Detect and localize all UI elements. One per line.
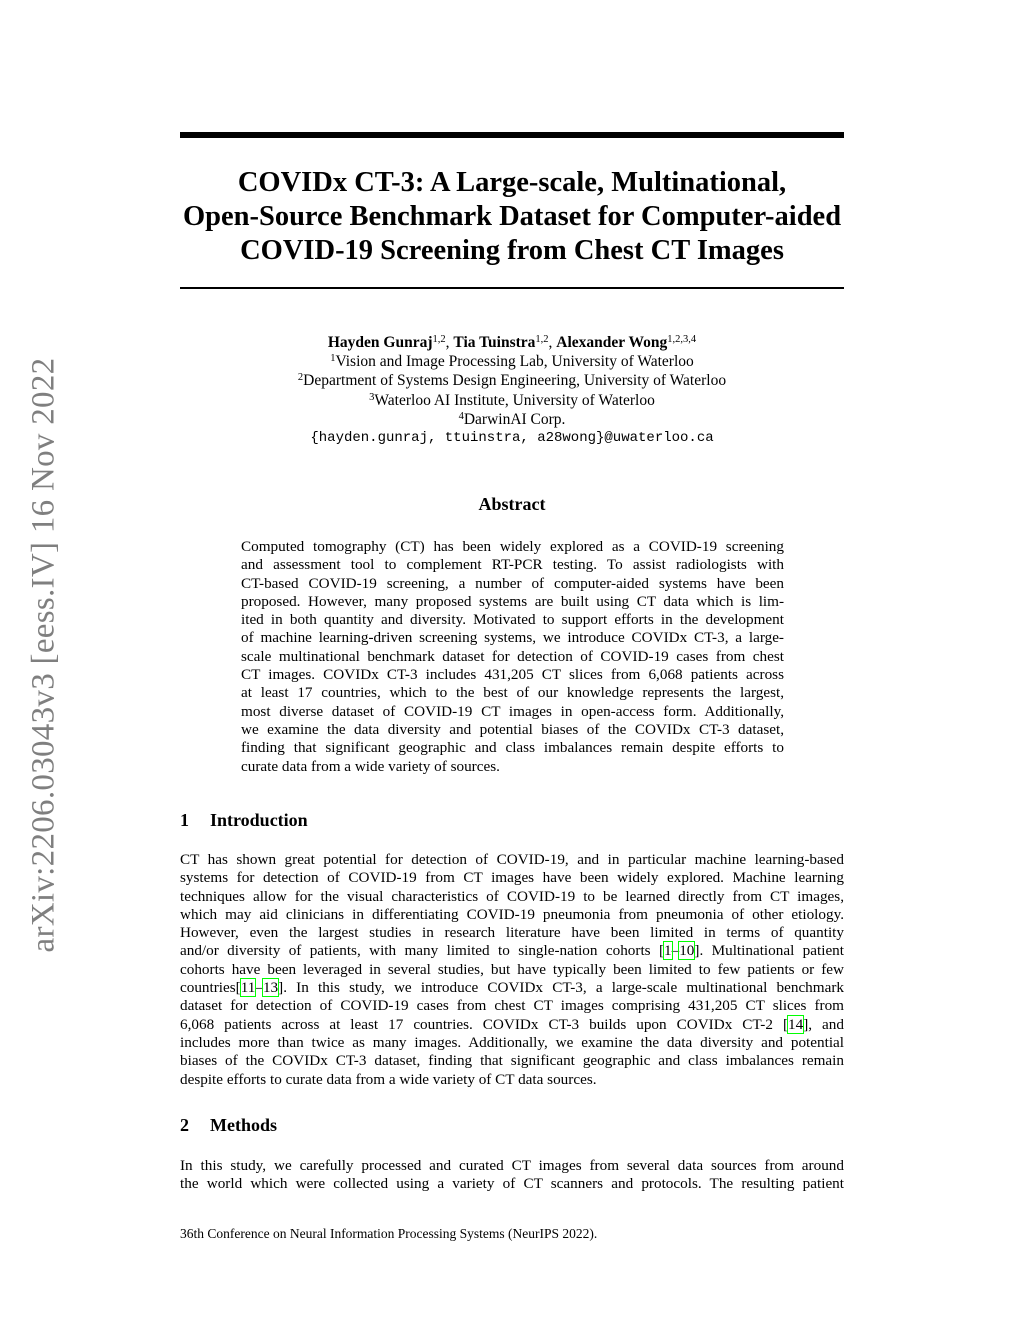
intro-text: ]. Multinational patient	[694, 942, 844, 960]
affiliation-text: DarwinAI Corp.	[463, 410, 566, 428]
title-line-3: COVID-19 Screening from Chest CT Images	[240, 235, 784, 266]
affiliation-text: Waterloo AI Institute, University of Waterloo	[374, 391, 655, 409]
intro-line	[180, 961, 844, 979]
citation-link[interactable]: 1	[664, 942, 672, 960]
section-number: 1	[180, 810, 189, 830]
abstract-line: CT-based COVID-19 screening, a number of computer-aided systems have been	[241, 574, 784, 592]
affiliation-line	[180, 391, 844, 410]
citation-link[interactable]: 11	[240, 979, 256, 997]
affiliation-line	[180, 410, 844, 429]
authors-block	[180, 333, 844, 448]
intro-line	[180, 942, 844, 960]
intro-text: However, even the largest studies in research literature have been limited in terms of quantity	[180, 924, 844, 942]
abstract-line: curate data from a wide variety of sources.	[241, 757, 500, 775]
affiliation-text: Vision and Image Processing Lab, University of Waterloo	[335, 353, 694, 371]
intro-line	[180, 979, 844, 997]
intro-line	[180, 906, 844, 924]
affiliation-text: Department of Systems Design Engineering, University of Waterloo	[303, 372, 727, 390]
abstract-line: and assessment tool to complement RT-PCR testing. To assist radiologists with	[241, 556, 784, 574]
abstract-line: Computed tomography (CT) has been widely explored as a COVID-19 screening	[241, 538, 784, 555]
intro-text: despite efforts to curate data from a wide variety of CT data sources.	[180, 1070, 597, 1088]
author-name: Tia Tuinstra	[453, 334, 536, 351]
abstract-body	[241, 538, 784, 776]
methods-line: In this study, we carefully processed and curated CT images from several data sources from around	[180, 1157, 844, 1174]
intro-text: 6,068 patients across at least 17 countries. COVIDx CT-3 builds upon COVIDx CT-2 [	[180, 1015, 789, 1033]
section-heading-methods	[180, 1115, 277, 1136]
intro-text: –	[671, 942, 680, 960]
introduction-body	[180, 851, 844, 1089]
conference-footnote: 36th Conference on Neural Information Processing Systems (NeurIPS 2022).	[180, 1226, 598, 1241]
author-affiliation-sup: 1,2,3,4	[667, 334, 697, 345]
intro-text: which may aid clinicians in differentiating COVID-19 pneumonia from pneumonia of other etiology.	[180, 905, 844, 923]
paper-title	[180, 166, 844, 268]
citation-link[interactable]: 13	[262, 979, 279, 997]
affiliation-line	[180, 352, 844, 371]
section-number: 2	[180, 1115, 189, 1135]
intro-text: and/or diversity of patients, with many limited to single-nation cohorts [	[180, 942, 665, 960]
abstract-line: most diverse dataset of COVID-19 CT images in open-access form. Additionally,	[241, 702, 784, 720]
intro-line	[180, 1071, 844, 1089]
arxiv-identifier-stamp: arXiv:2206.03043v3 [eess.IV] 16 Nov 2022	[25, 357, 62, 953]
title-line-2: Open-Source Benchmark Dataset for Computer-aided	[182, 201, 842, 232]
abstract-line: proposed. However, many proposed systems are built using CT data which is lim-	[241, 592, 784, 610]
intro-text: biases of the COVIDx CT-3 dataset, finding that significant geographic and class imbalances remain	[180, 1052, 844, 1070]
affiliation-line	[180, 371, 844, 390]
abstract-line: we examine the data diversity and potential biases of the COVIDx CT-3 dataset,	[241, 720, 784, 738]
intro-text: includes more than twice as many images. Additionally, we examine the data diversity and potential	[180, 1033, 844, 1051]
intro-text: ]. In this study, we introduce COVIDx CT-3, a large-scale multinational benchmark	[278, 979, 844, 997]
intro-line	[180, 869, 844, 887]
affiliation-sup: 3	[369, 391, 375, 403]
section-title: Introduction	[210, 810, 308, 830]
abstract-heading: Abstract	[478, 494, 546, 514]
author-affiliation-sup: 1,2	[432, 334, 446, 345]
intro-line	[180, 888, 844, 906]
citation-link[interactable]: 14	[788, 1015, 804, 1033]
title-line-1: COVIDx CT-3: A Large-scale, Multinational,	[237, 167, 787, 198]
author-name: Hayden Gunraj	[327, 334, 433, 351]
intro-line	[180, 1016, 844, 1034]
author-emails: {hayden.gunraj, ttuinstra, a28wong}@uwaterloo.ca	[310, 430, 714, 447]
intro-text: ], and	[803, 1015, 844, 1033]
abstract-line: at least 17 countries, which to the best of our knowledge represents the largest,	[241, 684, 784, 702]
intro-text: systems for detection of COVID-19 from CT images have been widely explored. Machine learning	[180, 869, 844, 887]
abstract-line: scale multinational benchmark dataset for detection of COVID-19 cases from chest	[241, 647, 784, 665]
affiliation-sup: 4	[458, 410, 464, 422]
citation-link[interactable]: 10	[679, 942, 695, 960]
intro-line	[180, 851, 844, 869]
title-top-rule	[180, 132, 844, 138]
affiliation-sup: 2	[297, 372, 304, 384]
section-title: Methods	[210, 1115, 277, 1135]
intro-text: countries[	[180, 979, 241, 997]
intro-text: techniques allow for the visual characteristics of COVID-19 to be learned directly from CT images,	[180, 887, 844, 905]
intro-text: CT has shown great potential for detection of COVID-19, and in particular machine learning-based	[180, 851, 844, 868]
abstract-line: of machine learning-driven screening systems, we introduce COVIDx CT-3, a large-	[241, 629, 784, 647]
title-bottom-rule	[180, 287, 844, 289]
intro-text: –	[255, 979, 263, 997]
affiliation-sup: 1	[330, 353, 336, 365]
author-affiliation-sup: 1,2	[535, 334, 549, 345]
intro-line	[180, 924, 844, 942]
methods-line: the world which were collected using a variety of CT scanners and protocols. The resulting patient	[180, 1175, 844, 1193]
abstract-line: finding that significant geographic and class imbalances remain despite efforts to	[241, 739, 784, 757]
author-list: Hayden Gunraj$^{1,2}$, Tia Tuinstra$^{1,2}$, Alexander Wong$^{1,2,3,4}$	[327, 334, 697, 351]
methods-body	[180, 1157, 844, 1194]
intro-line	[180, 997, 844, 1015]
abstract-line: CT images. COVIDx CT-3 includes 431,205 CT slices from 6,068 patients across	[241, 666, 784, 684]
section-heading-introduction	[180, 810, 308, 831]
intro-line	[180, 1034, 844, 1052]
intro-text: dataset for detection of COVID-19 cases from chest CT images comprising 431,205 CT slices from	[180, 997, 844, 1015]
intro-line	[180, 1052, 844, 1070]
author-name: Alexander Wong	[556, 334, 668, 351]
intro-text: cohorts have been leveraged in several studies, but have typically been limited to few patients or few	[180, 960, 844, 978]
abstract-line: ited in both quantity and diversity. Motivated to support efforts in the development	[241, 611, 784, 629]
